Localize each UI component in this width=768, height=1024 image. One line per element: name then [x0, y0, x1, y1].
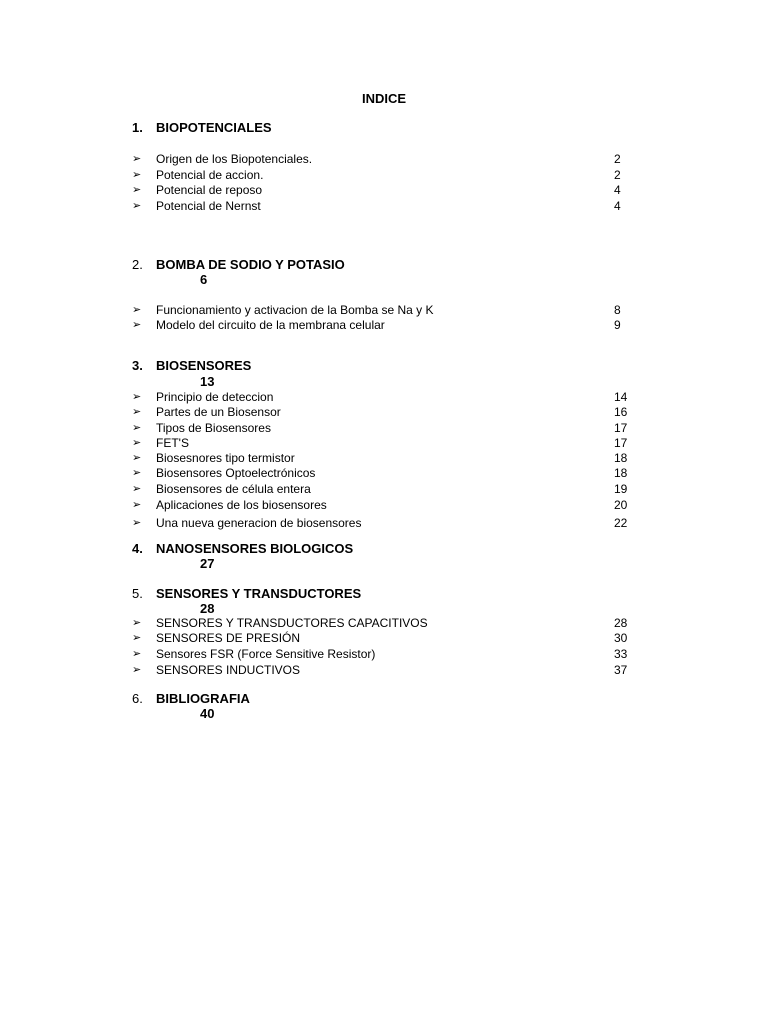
- section-heading: [132, 586, 361, 602]
- toc-entry-label: Tipos de Biosensores: [156, 421, 271, 435]
- arrow-bullet-icon: ➢: [132, 184, 142, 196]
- toc-entry-label: Sensores FSR (Force Sensitive Resistor): [156, 647, 376, 661]
- toc-entry: [132, 482, 632, 497]
- arrow-bullet-icon: ➢: [132, 452, 142, 464]
- section-heading: [132, 691, 250, 707]
- section-page-number: 28: [200, 601, 215, 616]
- toc-entry-page-number: 9: [614, 318, 621, 332]
- section-number: 6.: [132, 691, 143, 706]
- section-title: BIOPOTENCIALES: [156, 120, 272, 135]
- toc-entry: [132, 466, 632, 481]
- toc-entry-page-number: 16: [614, 405, 628, 419]
- toc-entry-page-number: 30: [614, 631, 628, 645]
- page-title: INDICE: [361, 91, 407, 106]
- toc-entry: [132, 663, 632, 678]
- toc-entry-page-number: 19: [614, 482, 628, 496]
- toc-entry: [132, 405, 632, 420]
- section-page-number: 40: [200, 706, 215, 721]
- arrow-bullet-icon: ➢: [132, 200, 142, 212]
- section-number: 5.: [132, 586, 143, 601]
- section-title: BIBLIOGRAFIA: [156, 691, 250, 706]
- toc-entry: [132, 498, 632, 513]
- arrow-bullet-icon: ➢: [132, 632, 142, 644]
- section-title: NANOSENSORES BIOLOGICOS: [156, 541, 354, 556]
- toc-entry-page-number: 4: [614, 199, 621, 213]
- arrow-bullet-icon: ➢: [132, 422, 142, 434]
- arrow-bullet-icon: ➢: [132, 664, 142, 676]
- section-title: BOMBA DE SODIO Y POTASIO: [156, 257, 345, 272]
- arrow-bullet-icon: ➢: [132, 169, 142, 181]
- toc-entry: [132, 390, 632, 405]
- toc-entry-page-number: 17: [614, 436, 628, 450]
- toc-entry-page-number: 28: [614, 616, 628, 630]
- toc-entry-label: Principio de deteccion: [156, 390, 274, 404]
- toc-entry-label: Una nueva generacion de biosensores: [156, 516, 362, 530]
- toc-entry-page-number: 17: [614, 421, 628, 435]
- toc-entry-page-number: 8: [614, 303, 621, 317]
- section-page-number: 27: [200, 556, 215, 571]
- toc-entry: [132, 516, 632, 531]
- section-number: 3.: [132, 358, 143, 373]
- arrow-bullet-icon: ➢: [132, 467, 142, 479]
- toc-entry-label: SENSORES DE PRESIÓN: [156, 631, 301, 645]
- arrow-bullet-icon: ➢: [132, 483, 142, 495]
- toc-entry: [132, 647, 632, 662]
- section-page-number: 13: [200, 374, 215, 389]
- toc-entry-page-number: 4: [614, 183, 621, 197]
- section-heading: [132, 120, 272, 136]
- toc-entry-page-number: 14: [614, 390, 628, 404]
- toc-entry: [132, 436, 632, 451]
- section-number: 2.: [132, 257, 143, 272]
- toc-entry: [132, 451, 632, 466]
- toc-entry: [132, 421, 632, 436]
- toc-entry-label: Potencial de accion.: [156, 168, 264, 182]
- section-heading: [132, 358, 251, 374]
- toc-entry-label: Aplicaciones de los biosensores: [156, 498, 327, 512]
- toc-entry-page-number: 18: [614, 466, 628, 480]
- section-number: 1.: [132, 120, 143, 135]
- section-number: 4.: [132, 541, 143, 556]
- toc-entry-page-number: 37: [614, 663, 628, 677]
- toc-entry-label: Potencial de Nernst: [156, 199, 261, 213]
- toc-entry: [132, 631, 632, 646]
- toc-entry: [132, 199, 632, 214]
- toc-entry-page-number: 20: [614, 498, 628, 512]
- toc-entry-page-number: 2: [614, 168, 621, 182]
- toc-entry-label: Partes de un Biosensor: [156, 405, 281, 419]
- toc-entry-page-number: 2: [614, 152, 621, 166]
- toc-entry: [132, 183, 632, 198]
- section-heading: [132, 257, 345, 273]
- section-heading: [132, 541, 353, 557]
- arrow-bullet-icon: ➢: [132, 319, 142, 331]
- arrow-bullet-icon: ➢: [132, 153, 142, 165]
- arrow-bullet-icon: ➢: [132, 437, 142, 449]
- arrow-bullet-icon: ➢: [132, 304, 142, 316]
- arrow-bullet-icon: ➢: [132, 617, 142, 629]
- arrow-bullet-icon: ➢: [132, 499, 142, 511]
- toc-entry: [132, 318, 632, 333]
- toc-entry-label: SENSORES INDUCTIVOS: [156, 663, 301, 677]
- arrow-bullet-icon: ➢: [132, 648, 142, 660]
- toc-entry-label: Potencial de reposo: [156, 183, 263, 197]
- section-title: SENSORES Y TRANSDUCTORES: [156, 586, 362, 601]
- toc-entry-label: Origen de los Biopotenciales.: [156, 152, 313, 166]
- toc-entry-label: Funcionamiento y activacion de la Bomba se Na y K: [156, 303, 434, 317]
- toc-entry: [132, 303, 632, 318]
- toc-entry-label: SENSORES Y TRANSDUCTORES CAPACITIVOS: [156, 616, 428, 630]
- arrow-bullet-icon: ➢: [132, 517, 142, 529]
- toc-entry: [132, 168, 632, 183]
- toc-entry-page-number: 33: [614, 647, 628, 661]
- arrow-bullet-icon: ➢: [132, 406, 142, 418]
- section-title: BIOSENSORES: [156, 358, 252, 373]
- toc-entry-label: Biosensores de célula entera: [156, 482, 311, 496]
- toc-entry-label: Biosensores Optoelectrónicos: [156, 466, 316, 480]
- arrow-bullet-icon: ➢: [132, 391, 142, 403]
- toc-entry-label: FET'S: [156, 436, 189, 450]
- toc-entry-page-number: 22: [614, 516, 628, 530]
- toc-entry-label: Modelo del circuito de la membrana celular: [156, 318, 385, 332]
- toc-entry: [132, 616, 632, 631]
- toc-entry-page-number: 18: [614, 451, 628, 465]
- section-page-number: 6: [200, 272, 208, 287]
- toc-entry: [132, 152, 632, 167]
- toc-entry-label: Biosesnores tipo termistor: [156, 451, 295, 465]
